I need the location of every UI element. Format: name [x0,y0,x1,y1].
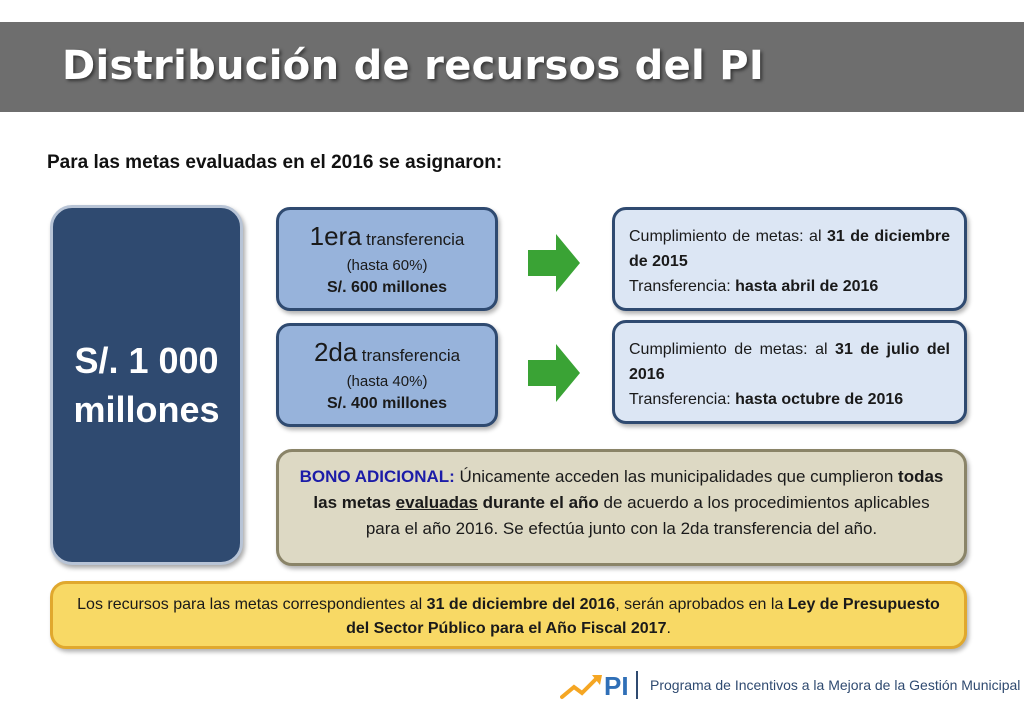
bono-adicional-box [276,449,967,566]
trend-arrow-icon [562,675,602,697]
note-bold: 31 de diciembre del 2016 [426,596,616,613]
note-bold: Ley de Presupuesto del Sector Público para el Año Fiscal 2017 [346,596,940,637]
total-amount-line1: S/. 1 000 [74,340,219,381]
condition-box-second [612,320,967,424]
note-text: . [666,620,671,637]
transfer-percent: (hasta 60%) [346,257,428,274]
transfer-amount: S/. 600 millones [326,279,448,296]
condition-date: 31 de julio del 2016 [629,341,950,383]
transfer-box-first [276,207,498,311]
bono-text: Únicamente acceden las municipalidades que cumplieron [454,467,899,486]
transfer-label: Transferencia: [629,278,736,295]
condition-date: 31 de diciembre de 2015 [629,228,950,270]
condition-label: Cumplimiento de metas: al [629,228,827,245]
bono-bold: durante el año [477,493,599,512]
transfer-ordinal: 1era [309,221,362,251]
condition-label: Cumplimiento de metas: al [629,341,836,358]
total-amount [67,336,225,434]
arrow-right-icon [528,344,580,402]
transfer-word: transferencia [366,230,465,249]
bono-bold: todas las metas [313,467,944,512]
transfer-amount: S/. 400 millones [326,395,448,412]
pi-logo-text: PI [604,671,629,701]
bono-underlined: evaluadas [395,493,478,512]
note-text: , serán aprobados en la [615,596,788,613]
budget-note-box [50,581,967,649]
bono-label: BONO ADICIONAL: [299,467,455,486]
transfer-ordinal: 2da [313,337,358,367]
page-title: Distribución de recursos del PI [62,43,765,89]
note-text: Los recursos para las metas correspondientes al [77,596,427,613]
arrow-right-icon [528,234,580,292]
bono-text: de acuerdo a los procedimientos aplicables para el año 2016. Se efectúa junto con la 2da transferencia del año. [365,493,930,538]
condition-box-first [612,207,967,311]
transfer-word: transferencia [361,346,461,365]
transfer-label: Transferencia: [629,391,736,408]
transfer-box-second [276,323,498,427]
total-amount-line2: millones [73,389,220,430]
footer-program-name: Programa de Incentivos a la Mejora de la Gestión Municipal [650,677,1021,693]
total-amount-box [50,205,243,565]
transfer-deadline: hasta abril de 2016 [735,278,879,295]
subtitle: Para las metas evaluadas en el 2016 se asignaron: [47,152,503,173]
transfer-percent: (hasta 40%) [346,373,428,390]
transfer-deadline: hasta octubre de 2016 [735,391,904,408]
